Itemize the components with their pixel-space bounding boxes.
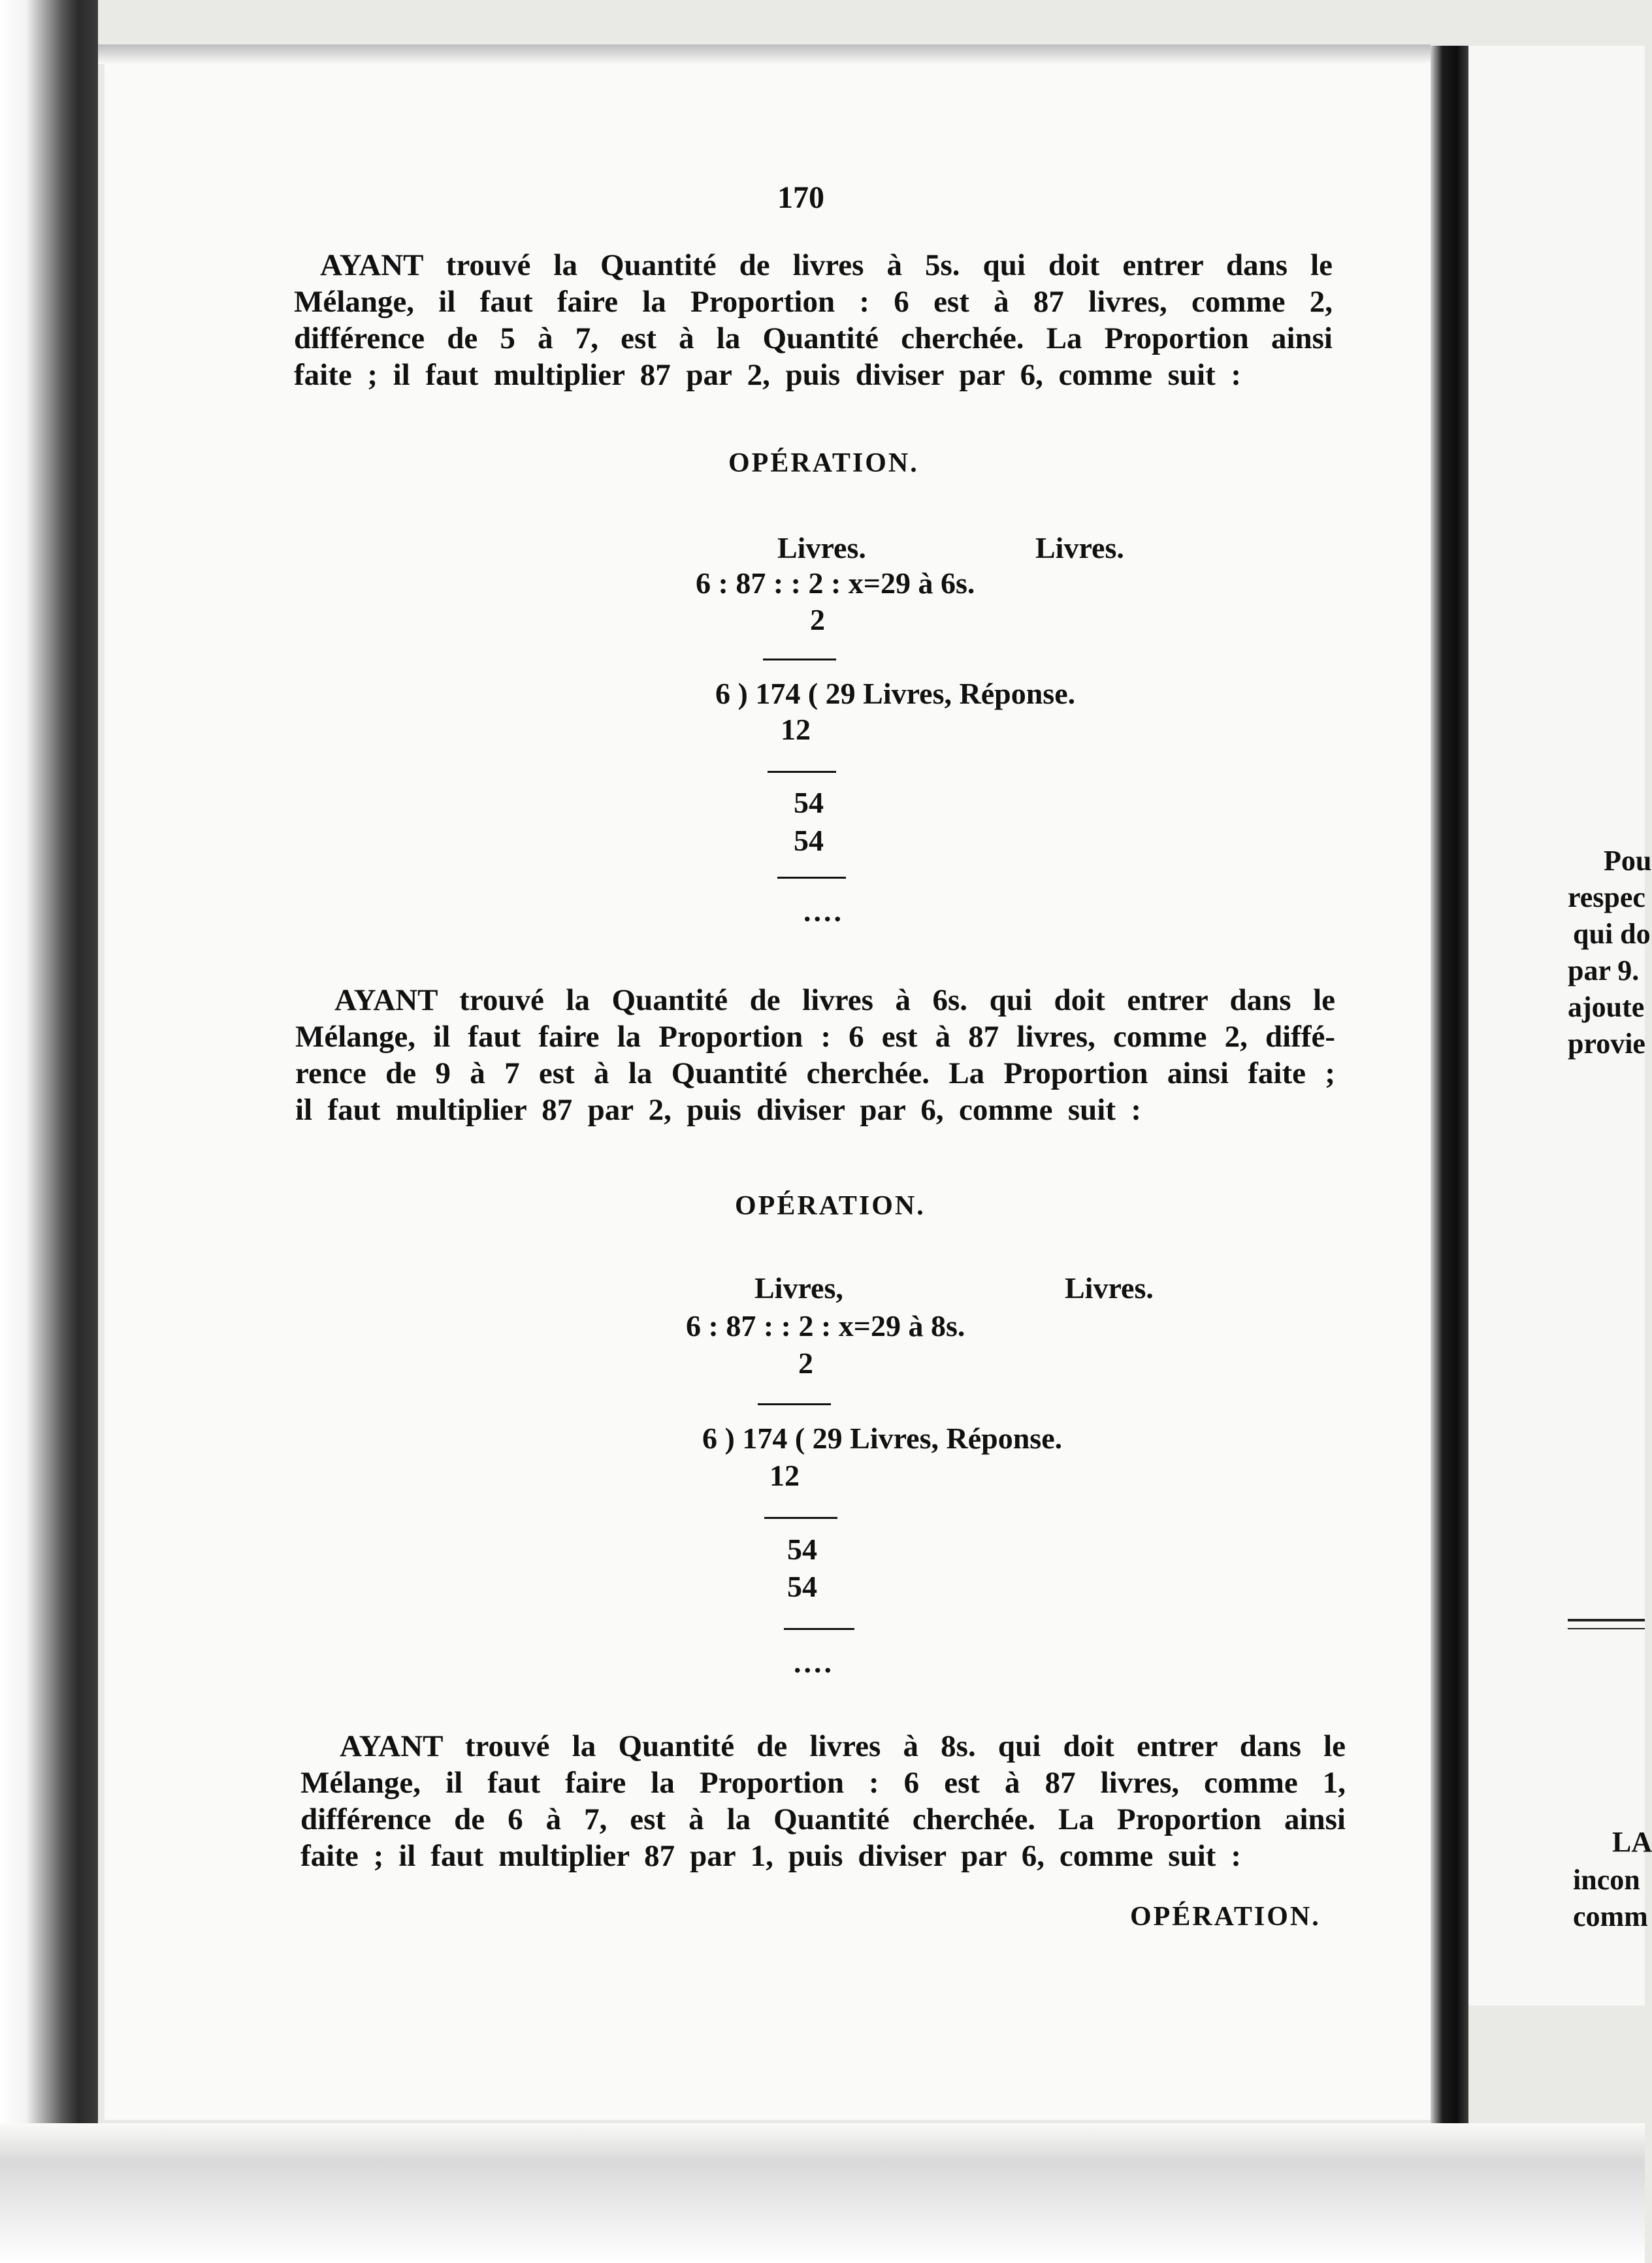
paragraph-line: il faut multiplier 87 par 2, puis diviser par 6, comme suit : <box>295 1093 1141 1127</box>
remainder: 54 <box>794 786 824 819</box>
division-rule <box>764 1517 837 1519</box>
partial-product: 12 <box>769 1459 800 1492</box>
paragraph-line: Mélange, il faut faire la Proportion : 6 est à 87 livres, comme 2, diffé- <box>295 1020 1335 1054</box>
paragraph-1 <box>294 247 1333 397</box>
column-header-right: Livres. <box>1035 531 1124 564</box>
scan-bottom-edge <box>0 2123 1645 2263</box>
paragraph-line: AYANT trouvé la Quantité de livres à 5s. qui doit entrer dans le <box>320 248 1333 282</box>
operation-heading: OPÉRATION. <box>728 448 919 478</box>
division-rule <box>763 659 836 660</box>
long-division: 6 ) 174 ( 29 Livres, Réponse. <box>715 677 1076 710</box>
division-rule <box>758 1403 831 1405</box>
partial-product: 12 <box>781 713 811 746</box>
facing-page-fragment: respec <box>1568 881 1645 913</box>
paragraph-line: différence de 6 à 7, est à la Quantité cherchée. La Proportion ainsi <box>300 1802 1346 1836</box>
facing-page-fragment: comm <box>1573 1900 1648 1932</box>
division-rule <box>777 877 846 879</box>
column-header-right: Livres. <box>1065 1271 1154 1305</box>
paragraph-line: rence de 9 à 7 est à la Quantité cherchée. La Proportion ainsi faite ; <box>295 1056 1335 1090</box>
facing-page-fragment: Pou <box>1604 845 1652 877</box>
scan-left-edge <box>0 0 98 2263</box>
proportion: 6 : 87 : : 2 : x=29 à 6s. <box>696 566 975 600</box>
facing-page-fragment: provie <box>1568 1028 1645 1060</box>
zero-remainder: .... <box>794 1646 834 1679</box>
division-rule <box>768 771 836 773</box>
remainder: 54 <box>794 824 824 857</box>
paragraph-line: différence de 5 à 7, est à la Quantité cherchée. La Proportion ainsi <box>294 321 1333 355</box>
page-top-shadow <box>98 44 1431 64</box>
paragraph-2 <box>295 982 1335 1132</box>
paragraph-3 <box>300 1728 1346 1878</box>
book-gutter <box>1431 46 1468 2202</box>
facing-page-fragment: LA <box>1612 1826 1652 1858</box>
paragraph-line: Mélange, il faut faire la Proportion : 6 est à 87 livres, comme 1, <box>300 1766 1346 1800</box>
paragraph-line: faite ; il faut multiplier 87 par 1, puis diviser par 6, comme suit : <box>300 1839 1241 1873</box>
page-number: 170 <box>777 180 824 215</box>
column-header-left: Livres. <box>777 531 866 564</box>
proportion: 6 : 87 : : 2 : x=29 à 8s. <box>686 1309 965 1343</box>
multiplier: 2 <box>798 1346 813 1380</box>
facing-page-fragment: incon <box>1573 1864 1640 1896</box>
paragraph-line: AYANT trouvé la Quantité de livres à 6s. qui doit entrer dans le <box>334 983 1335 1017</box>
facing-page-fragment: ajoute <box>1568 991 1645 1023</box>
operation-heading: OPÉRATION. <box>735 1191 926 1221</box>
paragraph-line: AYANT trouvé la Quantité de livres à 8s. qui doit entrer dans le <box>340 1729 1346 1763</box>
remainder: 54 <box>787 1570 817 1603</box>
column-header-left: Livres, <box>754 1271 843 1305</box>
paragraph-line: Mélange, il faut faire la Proportion : 6 est à 87 livres, comme 2, <box>294 285 1333 319</box>
facing-page-rule <box>1568 1628 1645 1629</box>
facing-page-rule <box>1568 1619 1645 1621</box>
multiplier: 2 <box>810 603 825 636</box>
facing-page-fragment: par 9. <box>1568 954 1640 986</box>
division-rule <box>784 1628 854 1630</box>
long-division: 6 ) 174 ( 29 Livres, Réponse. <box>702 1422 1063 1455</box>
facing-page-fragment: qui do <box>1573 918 1651 950</box>
zero-remainder: .... <box>803 894 844 928</box>
operation-heading: OPÉRATION. <box>1130 1902 1321 1932</box>
paragraph-line: faite ; il faut multiplier 87 par 2, puis diviser par 6, comme suit : <box>294 358 1241 392</box>
remainder: 54 <box>787 1533 817 1566</box>
